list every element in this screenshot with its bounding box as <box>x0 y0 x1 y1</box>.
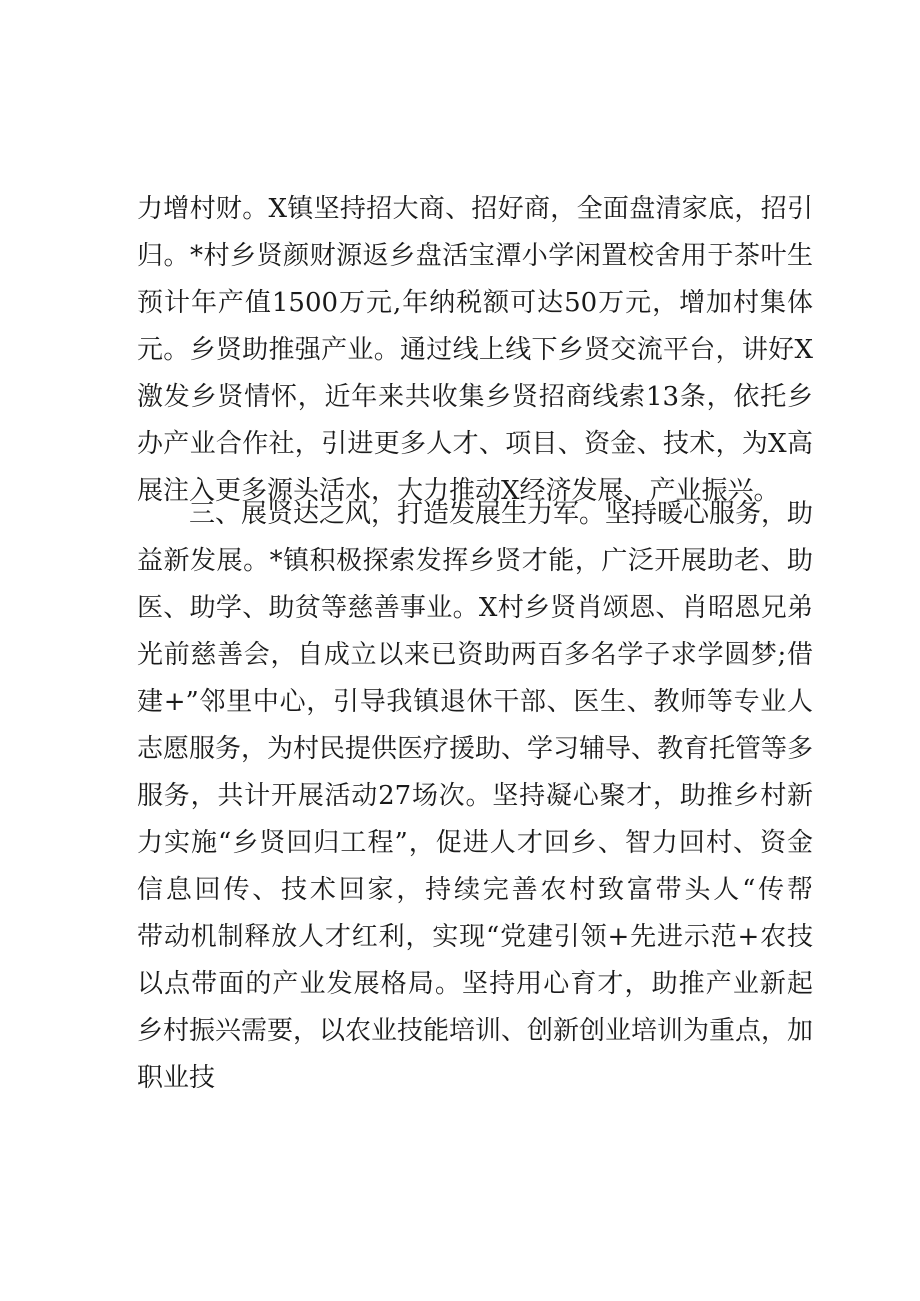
paragraph-1 <box>137 186 813 515</box>
paragraph-line: 建+”邻里中心，引导我镇退休干部、医生、教师等专业人 <box>137 687 813 717</box>
paragraph-line: 办产业合作社，引进更多人才、项目、资金、技术，为X高 <box>137 429 813 459</box>
paragraph-line: 医、助学、助贫等慈善事业。X村乡贤肖颂恩、肖昭恩兄弟 <box>137 593 813 623</box>
paragraph-line: 元。乡贤助推强产业。通过线上线下乡贤交流平台，讲好X <box>137 335 813 365</box>
paragraph-line: 信息回传、技术回家，持续完善农村致富带头人“传帮 <box>137 875 813 905</box>
paragraph-line: 带动机制释放人才红利，实现“党建引领+先进示范+农技 <box>137 922 813 952</box>
paragraph-line: 力实施“乡贤回归工程”，促进人才回乡、智力回村、资金 <box>137 828 813 858</box>
paragraph-line: 激发乡贤情怀，近年来共收集乡贤招商线索13条，依托乡 <box>137 382 813 412</box>
section-heading-line: 三、展贤达之风，打造发展生力军。坚持暖心服务，助 <box>189 499 813 529</box>
paragraph-line: 乡村振兴需要，以农业技能培训、创新创业培训为重点，加 <box>137 1016 813 1046</box>
paragraph-line: 光前慈善会，自成立以来已资助两百多名学子求学圆梦;借 <box>137 640 813 670</box>
paragraph-line: 志愿服务，为村民提供医疗援助、学习辅导、教育托管等多 <box>137 734 813 764</box>
paragraph-line: 以点带面的产业发展格局。坚持用心育才，助推产业新起 <box>137 969 813 999</box>
paragraph-line: 力增村财。X镇坚持招大商、招好商，全面盘清家底，招引 <box>137 194 813 224</box>
paragraph-line: 展注入更多源头活水，大力推动X经济发展、产业振兴。 <box>137 476 780 506</box>
paragraph-line: 职业技 <box>137 1063 216 1093</box>
paragraph-line: 服务，共计开展活动27场次。坚持凝心聚才，助推乡村新 <box>137 781 813 811</box>
paragraph-line: 归。*村乡贤颜财源返乡盘活宝潭小学闲置校舍用于茶叶生 <box>137 241 813 271</box>
paragraph-line: 益新发展。*镇积极探索发挥乡贤才能，广泛开展助老、助 <box>137 546 813 576</box>
paragraph-line: 预计年产值1500万元,年纳税额可达50万元，增加村集体 <box>137 288 813 318</box>
paragraph-2 <box>137 491 813 1102</box>
